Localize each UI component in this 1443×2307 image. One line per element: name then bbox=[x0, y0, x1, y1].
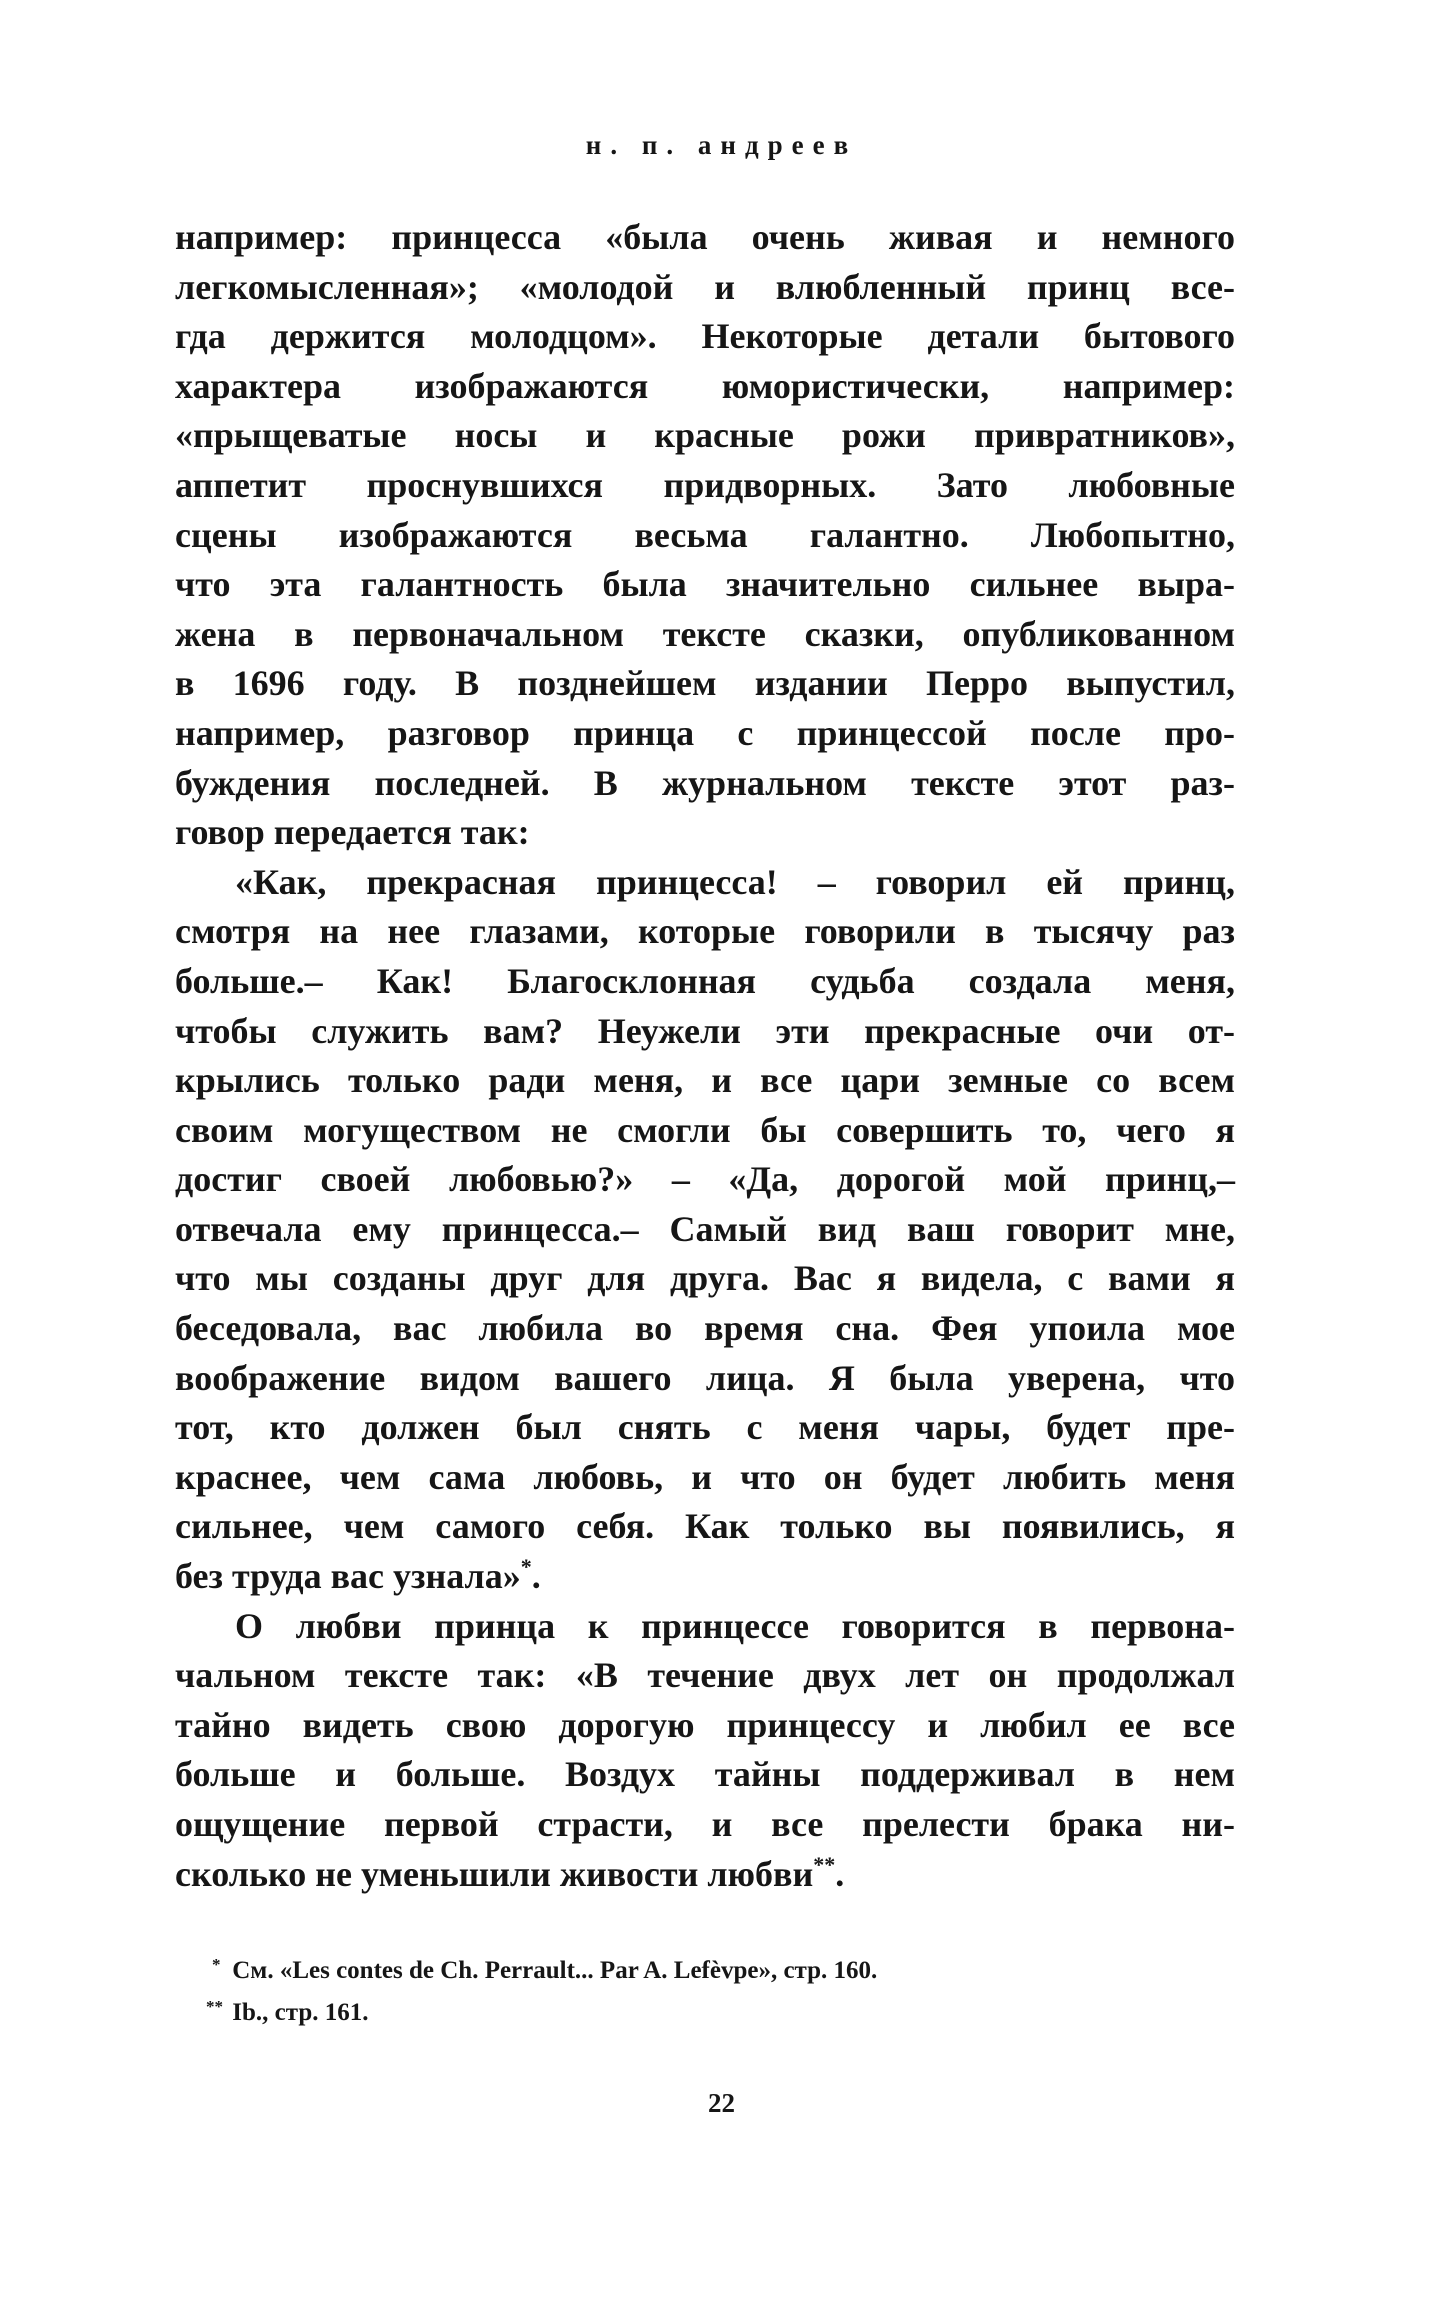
text-line: крылись только ради меня, и все цари земные со всем bbox=[175, 1060, 1235, 1101]
text-line: своим могуществом не смогли бы совершить то, чего я bbox=[175, 1109, 1235, 1150]
text-line: что мы созданы друг для друга. Вас я видела, с вами я bbox=[175, 1258, 1235, 1299]
footnote: ** Ib., стр. 161. bbox=[206, 1997, 369, 2026]
text-line: «прыщеватые носы и красные рожи привратников», bbox=[175, 415, 1235, 456]
text-line: смотря на нее глазами, которые говорили в тысячу раз bbox=[175, 911, 1235, 952]
text-line: тот, кто должен был снять с меня чары, будет пре- bbox=[175, 1407, 1235, 1448]
line-tail: . bbox=[531, 1556, 541, 1597]
text-line: что эта галантность была значительно сильнее выра- bbox=[175, 564, 1235, 605]
text-line: «Как, прекрасная принцесса! – говорил ей принц, bbox=[235, 861, 1235, 902]
text-line: например: принцесса «была очень живая и немного bbox=[175, 217, 1235, 257]
text-line: больше.– Как! Благосклонная судьба создала меня, bbox=[175, 960, 1235, 1001]
text-line: например, разговор принца с принцессой после про- bbox=[175, 712, 1235, 753]
text-line bbox=[175, 1850, 1235, 1900]
text-line: жена в первоначальном тексте сказки, опубликованном bbox=[175, 613, 1235, 654]
text-line: чтобы служить вам? Неужели эти прекрасные очи от- bbox=[175, 1010, 1235, 1051]
text-line: ощущение первой страсти, и все прелести брака ни- bbox=[175, 1804, 1235, 1844]
text-line-content: сколько не уменьшили живости любви bbox=[175, 1853, 814, 1894]
text-line: больше и больше. Воздух тайны поддерживал в нем bbox=[175, 1754, 1235, 1795]
text-line: О любви принца к принцессе говорится в первона- bbox=[235, 1605, 1235, 1646]
text-line: сцены изображаются весьма галантно. Любопытно, bbox=[175, 514, 1235, 555]
text-line-content: без труда вас узнала» bbox=[175, 1556, 521, 1597]
footnote: * См. «Les contes de Ch. Perrault... Par A. Lefèvpe», стр. 160. bbox=[212, 1955, 878, 1984]
footnote-ref: * bbox=[520, 1554, 532, 1580]
body-text bbox=[175, 213, 1235, 1899]
page-number: 22 bbox=[708, 2088, 735, 2118]
footnote-ref: ** bbox=[813, 1851, 836, 1877]
text-line: отвечала ему принцесса.– Самый вид ваш говорит мне, bbox=[175, 1208, 1235, 1249]
text-line: буждения последней. В журнальном тексте этот раз- bbox=[175, 762, 1235, 803]
footnotes bbox=[0, 1950, 1443, 2034]
text-line: достиг своей любовью?» – «Да, дорогой мой принц,– bbox=[175, 1159, 1235, 1200]
line-tail: . bbox=[835, 1853, 845, 1894]
text-line: характера изображаются юмористически, например: bbox=[175, 365, 1235, 406]
running-head: н. п. андреев bbox=[585, 130, 858, 160]
footnote-text: См. «Les contes de Ch. Perrault... Par A. Lefèvpe», стр. 160. bbox=[232, 1957, 878, 1984]
footnote-text: Ib., стр. 161. bbox=[232, 1999, 369, 2026]
text-line: аппетит проснувшихся придворных. Зато любовные bbox=[175, 464, 1235, 505]
text-line: говор передается так: bbox=[175, 812, 530, 853]
text-line bbox=[175, 1552, 1235, 1602]
text-line: воображение видом вашего лица. Я была уверена, что bbox=[175, 1357, 1235, 1398]
text-line: гда держится молодцом». Некоторые детали бытового bbox=[175, 316, 1235, 357]
text-line: беседовала, вас любила во время сна. Фея упоила мое bbox=[175, 1308, 1235, 1349]
text-line: тайно видеть свою дорогую принцессу и любил ее все bbox=[175, 1704, 1235, 1745]
text-line: чальном тексте так: «В течение двух лет он продолжал bbox=[175, 1655, 1235, 1696]
text-line: краснее, чем сама любовь, и что он будет любить меня bbox=[175, 1456, 1235, 1497]
text-line: легкомысленная»; «молодой и влюбленный принц все- bbox=[175, 266, 1235, 307]
text-line: сильнее, чем самого себя. Как только вы появились, я bbox=[175, 1506, 1235, 1547]
text-line: в 1696 году. В позднейшем издании Перро выпустил, bbox=[175, 663, 1235, 704]
